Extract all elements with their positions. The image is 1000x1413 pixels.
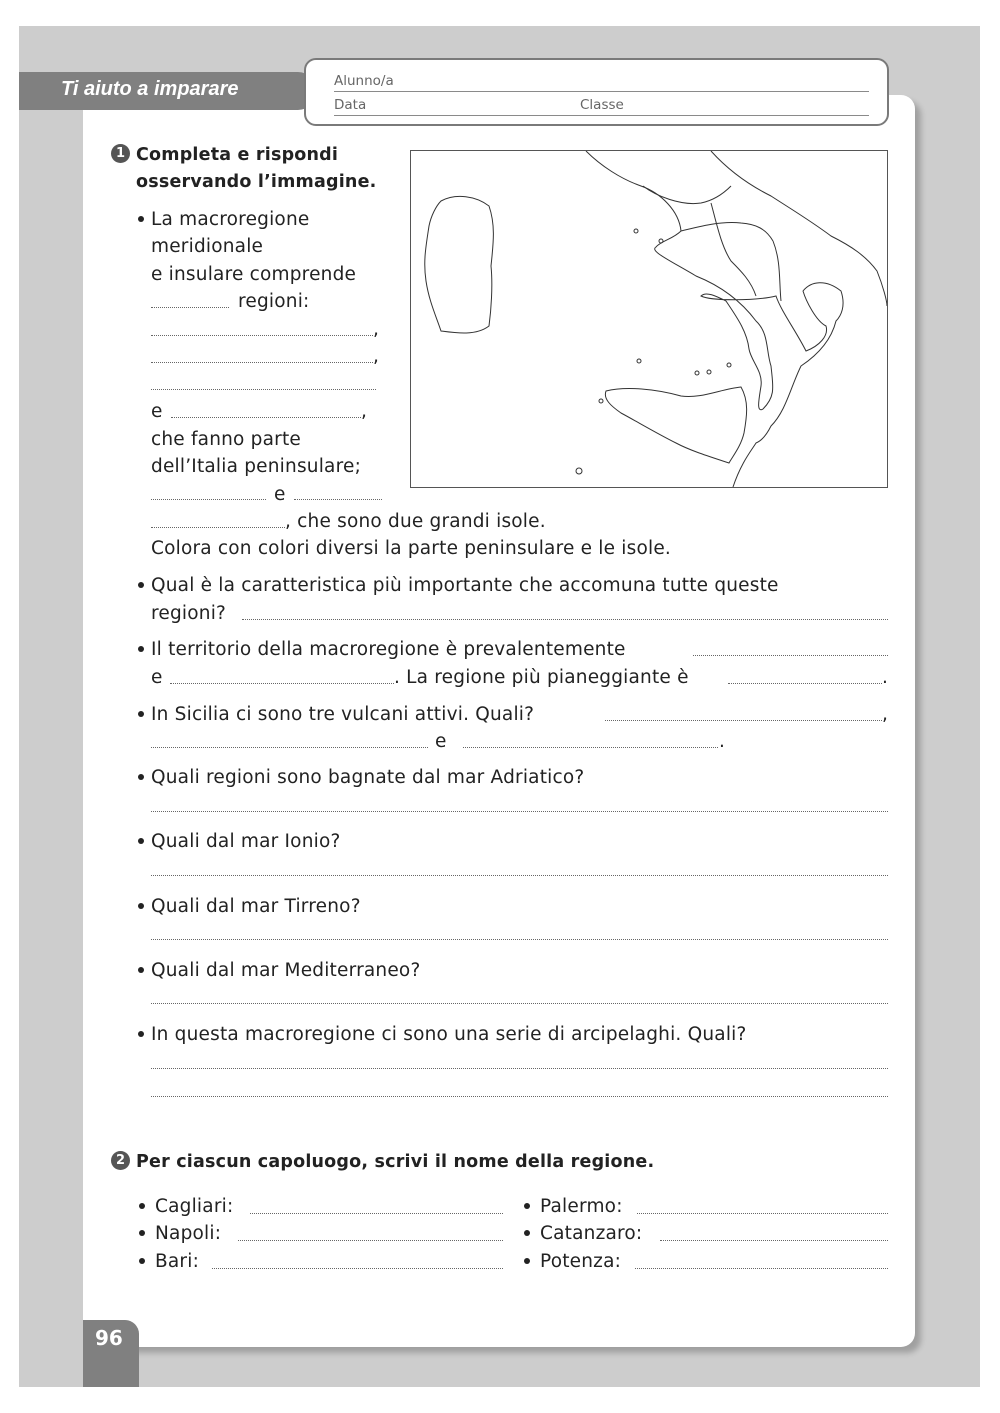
- bullet: [138, 711, 144, 717]
- section-banner: [19, 72, 317, 110]
- b1-line7: , che sono due grandi isole.: [285, 511, 546, 532]
- exercise-2-title: Per ciascun capoluogo, scrivi il nome della regione.: [136, 1152, 655, 1172]
- b4-e: e: [435, 731, 447, 752]
- b1-line3: e insulare comprende: [151, 264, 357, 285]
- b1-line5: che fanno parte: [151, 429, 301, 450]
- region-border-1: [643, 186, 731, 204]
- exercise-1-number: 1: [111, 144, 130, 163]
- bullet: [139, 1230, 145, 1236]
- bullet: [138, 216, 144, 222]
- comma-3: ,: [361, 401, 368, 422]
- capoluogo-bari: Bari:: [155, 1251, 200, 1272]
- answer-line-volcano-2[interactable]: [151, 747, 428, 748]
- answer-line-b3-3[interactable]: [728, 683, 882, 684]
- comma-2: ,: [373, 346, 380, 367]
- page-number-tab: [83, 1320, 139, 1387]
- data-classe-field[interactable]: [334, 115, 869, 116]
- alunno-field[interactable]: [334, 91, 869, 92]
- answer-line-region-4[interactable]: [171, 417, 361, 418]
- b3-line2: . La regione più pianeggiante è: [394, 667, 689, 688]
- b7-question: Quali dal mar Tirreno?: [151, 896, 361, 917]
- bullet: [138, 774, 144, 780]
- capoluogo-potenza: Potenza:: [540, 1251, 622, 1272]
- answer-line-arcipelaghi-2[interactable]: [151, 1096, 888, 1097]
- bullet: [524, 1230, 530, 1236]
- map-svg: [411, 151, 887, 487]
- answer-line-region-2[interactable]: [151, 362, 373, 363]
- student-info-box: [304, 58, 889, 126]
- answer-line-cagliari[interactable]: [250, 1213, 503, 1214]
- b1-line2: meridionale: [151, 236, 264, 257]
- answer-line-ionio[interactable]: [151, 875, 888, 876]
- answer-line-island-3[interactable]: [151, 527, 285, 528]
- exercise-1-title-2: osservando l’immagine.: [136, 172, 377, 192]
- region-border-3: [711, 203, 756, 296]
- banner-title: Ti aiuto a imparare: [61, 78, 239, 100]
- b3-end: .: [882, 667, 889, 688]
- answer-line-napoli[interactable]: [238, 1240, 503, 1241]
- b8-question: Quali dal mar Mediterraneo?: [151, 960, 421, 981]
- b1-e2: e: [274, 484, 286, 505]
- page-number: 96: [95, 1326, 123, 1350]
- b4-line1: In Sicilia ci sono tre vulcani attivi. Quali?: [151, 704, 535, 725]
- b3-line1: Il territorio della macroregione è prevalentemente: [151, 639, 626, 660]
- bullet: [524, 1203, 530, 1209]
- answer-line-bari[interactable]: [212, 1268, 503, 1269]
- answer-line-island-2[interactable]: [294, 499, 382, 500]
- alunno-label: Alunno/a: [334, 73, 394, 89]
- answer-line-mediterraneo[interactable]: [151, 1003, 888, 1004]
- b5-question: Quali regioni sono bagnate dal mar Adriatico?: [151, 767, 585, 788]
- answer-line-count[interactable]: [151, 307, 229, 308]
- data-label: Data: [334, 97, 367, 113]
- capoluogo-napoli: Napoli:: [155, 1223, 222, 1244]
- region-border-2: [681, 223, 773, 241]
- bullet: [138, 903, 144, 909]
- classe-label: Classe: [580, 97, 624, 113]
- answer-line-b3-2[interactable]: [170, 683, 394, 684]
- answer-line-adriatico[interactable]: [151, 811, 888, 812]
- answer-line-b2[interactable]: [242, 619, 888, 620]
- answer-line-volcano-1[interactable]: [605, 720, 882, 721]
- bullet: [139, 1258, 145, 1264]
- b9-question: In questa macroregione ci sono una serie di arcipelaghi. Quali?: [151, 1024, 747, 1045]
- answer-line-region-3[interactable]: [151, 389, 376, 390]
- b6-question: Quali dal mar Ionio?: [151, 831, 341, 852]
- comma-1: ,: [373, 319, 380, 340]
- b2-line1: Qual è la caratteristica più importante che accomuna tutte queste: [151, 575, 779, 596]
- bullet: [138, 646, 144, 652]
- bullet: [524, 1258, 530, 1264]
- b3-e: e: [151, 667, 163, 688]
- capoluogo-catanzaro: Catanzaro:: [540, 1223, 643, 1244]
- b1-line4: regioni:: [238, 291, 310, 312]
- answer-line-catanzaro[interactable]: [660, 1240, 888, 1241]
- bullet: [138, 967, 144, 973]
- answer-line-tirreno[interactable]: [151, 939, 888, 940]
- b1-e1: e: [151, 401, 163, 422]
- b4-end: .: [719, 731, 726, 752]
- sicily: [605, 387, 746, 463]
- bullet: [138, 838, 144, 844]
- southern-italy-map: [410, 150, 888, 488]
- b4-comma: ,: [882, 704, 889, 725]
- capoluogo-cagliari: Cagliari:: [155, 1196, 234, 1217]
- answer-line-volcano-3[interactable]: [463, 747, 718, 748]
- adriatic-coast: [711, 151, 887, 306]
- answer-line-b3-1[interactable]: [693, 655, 888, 656]
- exercise-1-title: Completa e rispondi: [136, 145, 339, 165]
- bullet: [139, 1203, 145, 1209]
- b2-line2: regioni?: [151, 603, 227, 624]
- exercise-2-number: 2: [111, 1151, 130, 1170]
- answer-line-island-1[interactable]: [151, 499, 266, 500]
- bullet: [138, 1031, 144, 1037]
- capoluogo-palermo: Palermo:: [540, 1196, 623, 1217]
- sardinia: [425, 196, 494, 333]
- region-border-4: [773, 241, 781, 301]
- answer-line-arcipelaghi-1[interactable]: [151, 1068, 888, 1069]
- peninsula-coast: [586, 151, 843, 487]
- answer-line-region-1[interactable]: [151, 335, 373, 336]
- answer-line-potenza[interactable]: [635, 1268, 888, 1269]
- b1-line1: La macroregione: [151, 209, 310, 230]
- b1-line6: dell’Italia peninsulare;: [151, 456, 361, 477]
- bullet: [138, 582, 144, 588]
- b1-line8: Colora con colori diversi la parte peninsulare e le isole.: [151, 538, 672, 559]
- answer-line-palermo[interactable]: [637, 1213, 888, 1214]
